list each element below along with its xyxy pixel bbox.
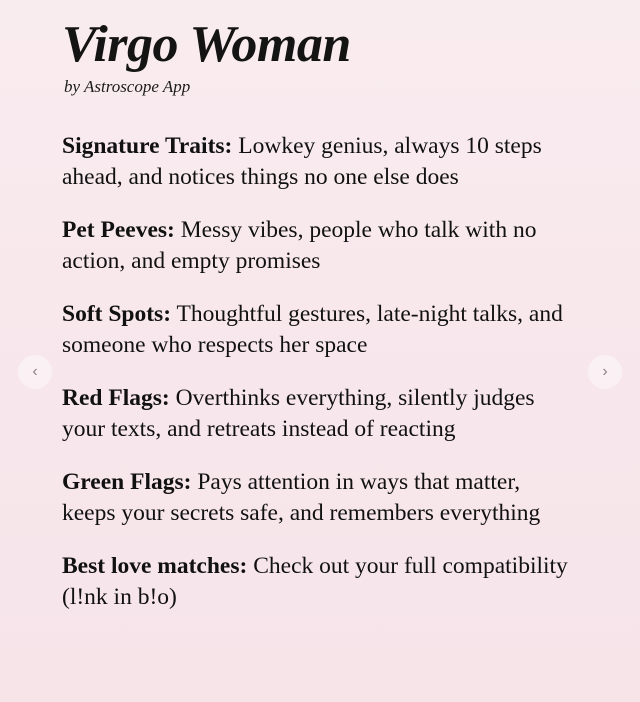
chevron-right-icon[interactable]: ›: [588, 355, 622, 389]
byline: by Astroscope App: [64, 76, 191, 96]
entry-label: Signature Traits:: [62, 132, 233, 159]
list-item: [62, 383, 578, 445]
list-item: [62, 467, 578, 529]
page-title: Virgo Woman: [62, 16, 351, 73]
chevron-left-icon[interactable]: ‹: [18, 355, 52, 389]
entry-body: Lowkey genius, always 10 steps ahead, and notices things no one else does: [62, 132, 542, 190]
entry-body: Thoughtful gestures, late-night talks, and someone who respects her space: [62, 300, 563, 358]
list-item: [62, 131, 578, 193]
entry-label: Green Flags:: [62, 468, 192, 495]
list-item: [62, 215, 578, 277]
list-item: [62, 551, 578, 613]
entry-body: Pays attention in ways that matter, keeps your secrets safe, and remembers everything: [62, 468, 541, 526]
entry-body: Check out your full compatibility (l!nk in b!o): [62, 552, 568, 610]
entry-label: Red Flags:: [62, 384, 170, 411]
entry-label: Best love matches:: [62, 552, 248, 579]
entry-label: Soft Spots:: [62, 300, 172, 327]
list-item: [62, 299, 578, 361]
entry-body: Overthinks everything, silently judges your texts, and retreats instead of reacting: [62, 384, 535, 442]
entry-label: Pet Peeves:: [62, 216, 175, 243]
entry-body: Messy vibes, people who talk with no action, and empty promises: [62, 216, 537, 274]
